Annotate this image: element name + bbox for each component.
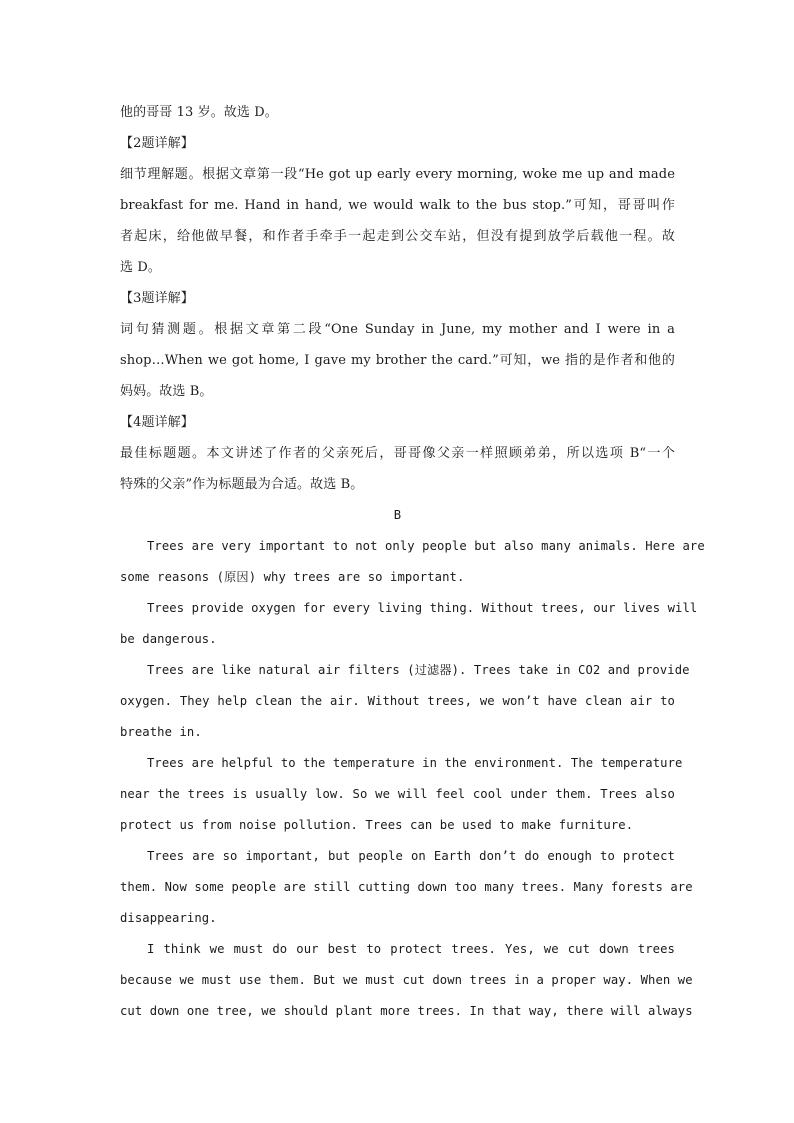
q4-heading: 【4题详解】 [120, 415, 194, 430]
q4-line-2: 特殊的父亲”作为标题最为合适。故选 B。 [120, 477, 364, 492]
passage-line: Trees are very important to not only people but also many animals. Here are [147, 539, 705, 553]
q3-line-1: 词句猜测题。根据文章第二段“One Sunday in June, my mother and I were in a [120, 322, 675, 337]
passage-line: because we must use them. But we must cut down trees in a proper way. When we [120, 973, 693, 987]
passage-line: oxygen. They help clean the air. Without trees, we won’t have clean air to [120, 694, 675, 708]
q3-line-3: 妈妈。故选 B。 [120, 384, 213, 399]
answer-tail-line: 他的哥哥 13 岁。故选 D。 [120, 105, 278, 120]
passage-line: cut down one tree, we should plant more trees. In that way, there will always [120, 1004, 693, 1018]
q2-line-2: breakfast for me. Hand in hand, we would walk to the bus stop.”可知，哥哥叫作 [120, 198, 675, 213]
q2-line-1: 细节理解题。根据文章第一段“He got up early every morning, woke me up and made [120, 167, 675, 182]
q2-heading: 【2题详解】 [120, 136, 194, 151]
passage-line: Trees are like natural air filters (过滤器). Trees take in CO2 and provide [147, 663, 690, 677]
document-page [120, 97, 705, 1027]
passage-line: disappearing. [120, 911, 217, 925]
passage-line: some reasons (原因) why trees are so important. [120, 570, 465, 584]
q3-heading: 【3题详解】 [120, 291, 194, 306]
passage-line: Trees are helpful to the temperature in the environment. The temperature [147, 756, 683, 770]
passage-line: protect us from noise pollution. Trees can be used to make furniture. [120, 818, 634, 832]
q2-line-3: 者起床，给他做早餐，和作者手牵手一起走到公交车站，但没有提到放学后载他一程。故 [120, 229, 675, 244]
passage-line: I think we must do our best to protect trees. Yes, we cut down trees [147, 942, 675, 956]
passage-line: breathe in. [120, 725, 202, 739]
passage-line: near the trees is usually low. So we will feel cool under them. Trees also [120, 787, 675, 801]
passage-line: them. Now some people are still cutting down too many trees. Many forests are [120, 880, 693, 894]
q2-line-4: 选 D。 [120, 260, 161, 275]
q3-line-2: shop…When we got home, I gave my brother the card.”可知，we 指的是作者和他的 [120, 353, 675, 368]
q4-line-1: 最佳标题题。本文讲述了作者的父亲死后，哥哥像父亲一样照顾弟弟，所以选项 B“一个 [120, 446, 675, 461]
passage-line: Trees provide oxygen for every living thing. Without trees, our lives will [147, 601, 698, 615]
passage-label: B [393, 508, 402, 522]
passage-line: Trees are so important, but people on Earth don’t do enough to protect [147, 849, 675, 863]
passage-line: be dangerous. [120, 632, 217, 646]
